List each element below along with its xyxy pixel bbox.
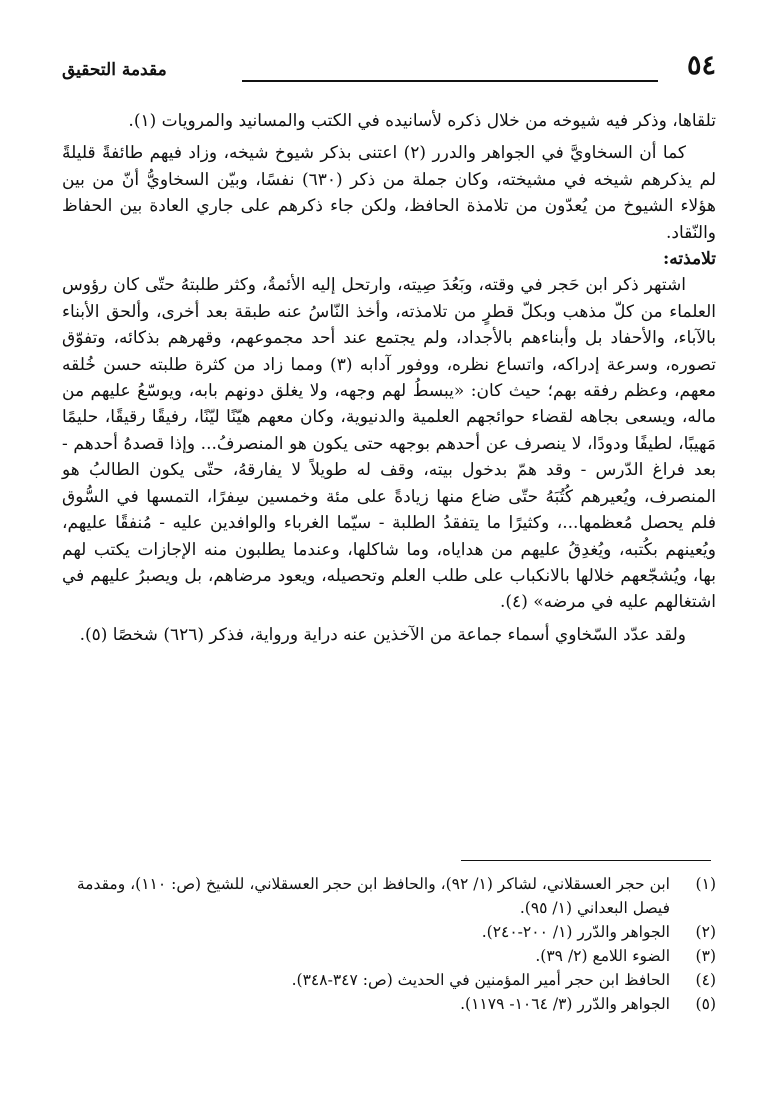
footnote-number: (٥)	[695, 995, 716, 1013]
footnote	[62, 968, 716, 992]
footnote-number: (٣)	[695, 947, 716, 965]
footnote	[62, 992, 716, 1016]
footnotes	[62, 872, 716, 1016]
footnote-number: (١)	[695, 875, 716, 893]
page-header	[62, 50, 716, 90]
paragraph-1: تلقاها، وذكر فيه شيوخه من خلال ذكره لأسانيده في الكتب والمسانيد والمرويات (١).	[128, 111, 716, 131]
footnote-text: الحافظ ابن حجر أمير المؤمنين في الحديث (ص: ٣٤٧-٣٤٨).	[291, 971, 670, 989]
footnote-separator	[461, 860, 711, 861]
body-text	[62, 108, 716, 648]
footnote-text: الجواهر والدّرر (١/ ٢٠٠-٢٤٠).	[481, 923, 670, 941]
page-number: ٥٤	[686, 50, 716, 81]
footnote	[62, 920, 716, 944]
section-heading: تلامذته:	[662, 249, 716, 270]
header-rule	[242, 80, 658, 82]
footnote-text: ابن حجر العسقلاني، لشاكر (١/ ٩٢)، والحافظ ابن حجر العسقلاني، للشيخ (ص: ١١٠)، ومقدمة فيصل البعداني (١/ ٩٥).	[76, 875, 670, 917]
footnote	[62, 944, 716, 968]
footnote-text: الضوء اللامع (٢/ ٣٩).	[535, 947, 670, 965]
running-title: مقدمة التحقيق	[62, 60, 167, 80]
paragraph-3: اشتهر ذكر ابن حَجر في وقته، وبَعُدَ صِيته، وارتحل إليه الأئمةُ، وكثر طلبتهُ حتّى كان رؤوس العلماء من كلّ مذهب وبكلّ قطرٍ من تلامذته، وأخذ النّاسُ عنه طبقة بعد أخرى، وألحق الأبناء بالآباء، والأحفاد بل وأبناءهم بالأجداد، ولم يجتمع عند أحد مجموعهم، وقهرهم بذكائه، وتفوّق تصوره، وسرعة إدراكه، واتساع نظره، ووفور آدابه (٣) ومما زاد من كثرة طلبته حسن خُلقه معهم، وعظم رفقه بهم؛ حيث كان: «يبسطُ لهم وجهه، ولا يغلق دونهم بابه، ويوسّعُ عليهم من ماله، ويسعى بجاهه لقضاء حوائجهم العلمية والدنيوية، وكان معهم هيّنًا ليّنًا، رفيقًا رقيقًا، حليمًا مَهيبًا، لطيفًا ودودًا، لا ينصرف عن أحدهم بوجهه حتى يكون هو المنصرفُ... وإذا قصدهُ أحدهم - بعد فراغ الدّرس - وقد همّ بدخول بيته، وقف له طويلاً لا يفارقهُ، حتّى يكون الطالبُ هو المنصرف، ويُعيرهم كُتُبَهُ حتّى ضاع منها زيادةً على مئة وخمسين سِفرًا، التمسها في السُّوق فلم يحصل مُعظمها...، وكثيرًا ما يتفقدُ الطلبة - سيّما الغرباء والوافدين عليه - مُنفقًا عليهم، ويُعينهم بكُتبه، ويُغدِقُ عليهم من هداياه، وما شاكلها، وعندما يطلبون منه الإجازات يكتب لهم بها، ويُشجّعهم خلالها بالانكباب على طلب العلم وتحصيله، ويعود مرضاهم، بل ويصبرُ عليهم في اشتغالهم عليه في مرضه» (٤).	[62, 275, 716, 613]
paragraph-4: ولقد عدّد السّخاوي أسماء جماعة من الآخذين عنه دراية ورواية، فذكر (٦٢٦) شخصًا (٥).	[79, 624, 686, 645]
footnote	[62, 872, 716, 920]
footnote-number: (٢)	[695, 923, 716, 941]
paragraph-2: كما أن السخاويَّ في الجواهر والدرر (٢) اعتنى بذكر شيوخ شيخه، وزاد فيهم طائفةً قليلةً لم يذكرهم شيخه في مشيخته، وكان جملة من ذكر (٦٣٠) نفسًا، وبيّن السخاويُّ أنّ من بين هؤلاء الشيوخ من يُعدّون من تلامذة الحافظ، ولكن جاء ذكرهم على جاري العادة بين الحفاظ والنّقاد.	[62, 143, 717, 243]
footnote-text: الجواهر والدّرر (٣/ ١٠٦٤- ١١٧٩).	[460, 995, 670, 1013]
footnote-number: (٤)	[695, 971, 716, 989]
